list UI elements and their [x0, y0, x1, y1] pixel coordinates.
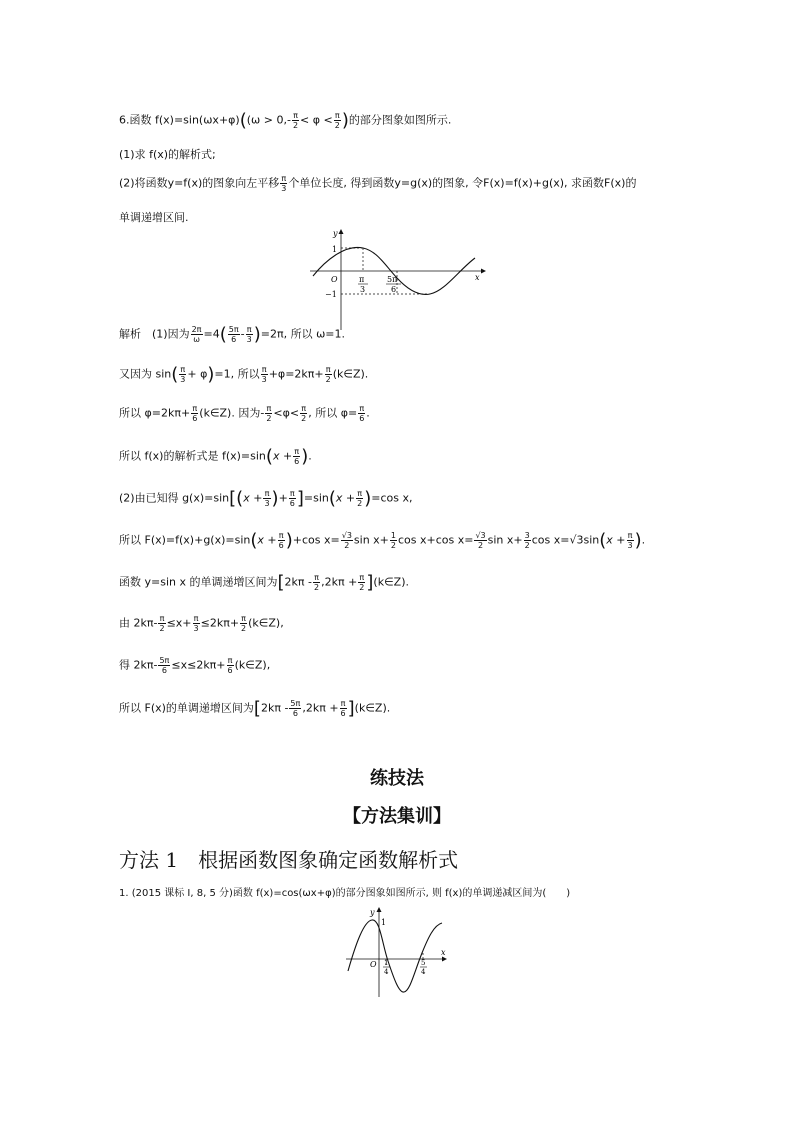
y-one-label: 1: [332, 245, 338, 254]
tick-5pi6-den: 6: [391, 285, 397, 294]
problem6-stem-start: 6.函数 f(x)=sin(ωx+φ): [119, 113, 240, 127]
tick-1-4-den: 4: [384, 968, 389, 976]
problem6-stem-end: 的部分图象如图所示.: [348, 113, 452, 127]
y-axis-arrow: [377, 907, 382, 912]
solution-line-3: 所以 φ=2kπ+ $\frac{\pi}{6}$ (k∈Z). 因为- $\frac{\pi}{2}$ <φ< $\frac{\pi}{2}$ , 所以 φ= $\frac{\pi}{6}$ .: [119, 404, 370, 423]
solution-line-10: 所以 F(x)的单调递增区间为[2kπ - $\frac{5\pi}{6}$ ,2kπ + $\frac{\pi}{6}$ ](k∈Z).: [119, 698, 391, 719]
y-axis-label: y: [370, 908, 375, 917]
tick-5-4-den: 4: [421, 968, 426, 976]
problem1-text: 1. (2015 课标 Ⅰ, 8, 5 分)函数 f(x)=cos(ωx+φ)的部分图象如图所示, 则 f(x)的单调递减区间为( ): [119, 888, 571, 899]
x-axis-arrow: [442, 957, 447, 962]
method-heading: 方法 1 根据函数图象确定函数解析式: [119, 848, 459, 872]
y-axis-label: y: [333, 229, 338, 238]
tick-5-4-num: 5: [421, 959, 426, 967]
tick-pi3-num: π: [359, 275, 365, 284]
solution-line-7: 函数 y=sin x 的单调递增区间为[2kπ - $\frac{\pi}{2}$ ,2kπ + $\frac{\pi}{2}$ ](k∈Z).: [119, 572, 409, 593]
x-axis-label: x: [441, 948, 446, 957]
solution-line-5: (2)由已知得 g(x)=sin[(x + $\frac{\pi}{3}$ )+ $\frac{\pi}{6}$ ]=sin(x + $\frac{\pi}{2}$ )=cos x,: [119, 488, 413, 509]
solution-line-8: 由 2kπ- $\frac{\pi}{2}$ ≤x+ $\frac{\pi}{3}$ ≤2kπ+ $\frac{\pi}{2}$ (k∈Z),: [119, 614, 284, 633]
graph-sine-1: [305, 225, 495, 335]
tick-1-4-num: 1: [384, 959, 389, 967]
solution-line-9: 得 2kπ- $\frac{5\pi}{6}$ ≤x≤2kπ+ $\frac{\pi}{6}$ (k∈Z),: [119, 656, 271, 675]
solution-line-6: 所以 F(x)=f(x)+g(x)=sin(x + $\frac{\pi}{6}$ )+cos x= $\frac{√3}{2}$ sin x+ $\frac{1}{2}$ cos x+cos x= $\frac{√3}{2}$ sin x+ $\frac{3}{2}$ cos x=√3sin(x + $\frac{\pi}{3}$ ).: [119, 530, 646, 551]
y-one-label: 1: [381, 918, 387, 927]
problem6-q2: (2)将函数y=f(x)的图象向左平移 $\frac{\pi}{3}$ 个单位长度, 得到函数y=g(x)的图象, 令F(x)=f(x)+g(x), 求函数F(x)的: [119, 174, 637, 193]
solution-line-4: 所以 f(x)的解析式是 f(x)=sin(x + $\frac{\pi}{6}$ ).: [119, 446, 312, 467]
section-title: 练技法: [370, 768, 424, 789]
solution-line-2: 又因为 sin( $\frac{\pi}{3}$ + φ)=1, 所以 $\frac{\pi}{3}$ +φ=2kπ+ $\frac{\pi}{2}$ (k∈Z).: [119, 364, 369, 385]
y-axis-arrow: [339, 229, 344, 234]
problem6-stem: 6.函数 f(x)=sin(ωx+φ)((ω > 0,- $\frac{\pi}{2}$ < φ < $\frac{\pi}{2}$ )的部分图象如图所示.: [119, 110, 452, 131]
problem6-q1: (1)求 f(x)的解析式;: [119, 148, 216, 161]
graph-cosine-2: [342, 903, 452, 1001]
cosine-curve: [348, 920, 442, 992]
problem6-q2-cont: 单调递增区间.: [119, 211, 189, 224]
x-axis-label: x: [475, 273, 480, 282]
tick-5pi6-num: 5π: [387, 275, 398, 284]
y-neg-one-label: −1: [325, 290, 337, 299]
solution-line-1: 解析 (1)因为 $\frac{2\pi}{\omega}$ =4( $\frac{5\pi}{6}$ - $\frac{\pi}{3}$ )=2π, 所以 ω=1.: [119, 324, 346, 345]
origin-label: O: [331, 275, 338, 284]
tick-pi3-den: 3: [360, 285, 366, 294]
section-subtitle: 【方法集训】: [343, 806, 451, 827]
origin-label: O: [370, 960, 377, 969]
x-axis-arrow: [481, 269, 486, 274]
